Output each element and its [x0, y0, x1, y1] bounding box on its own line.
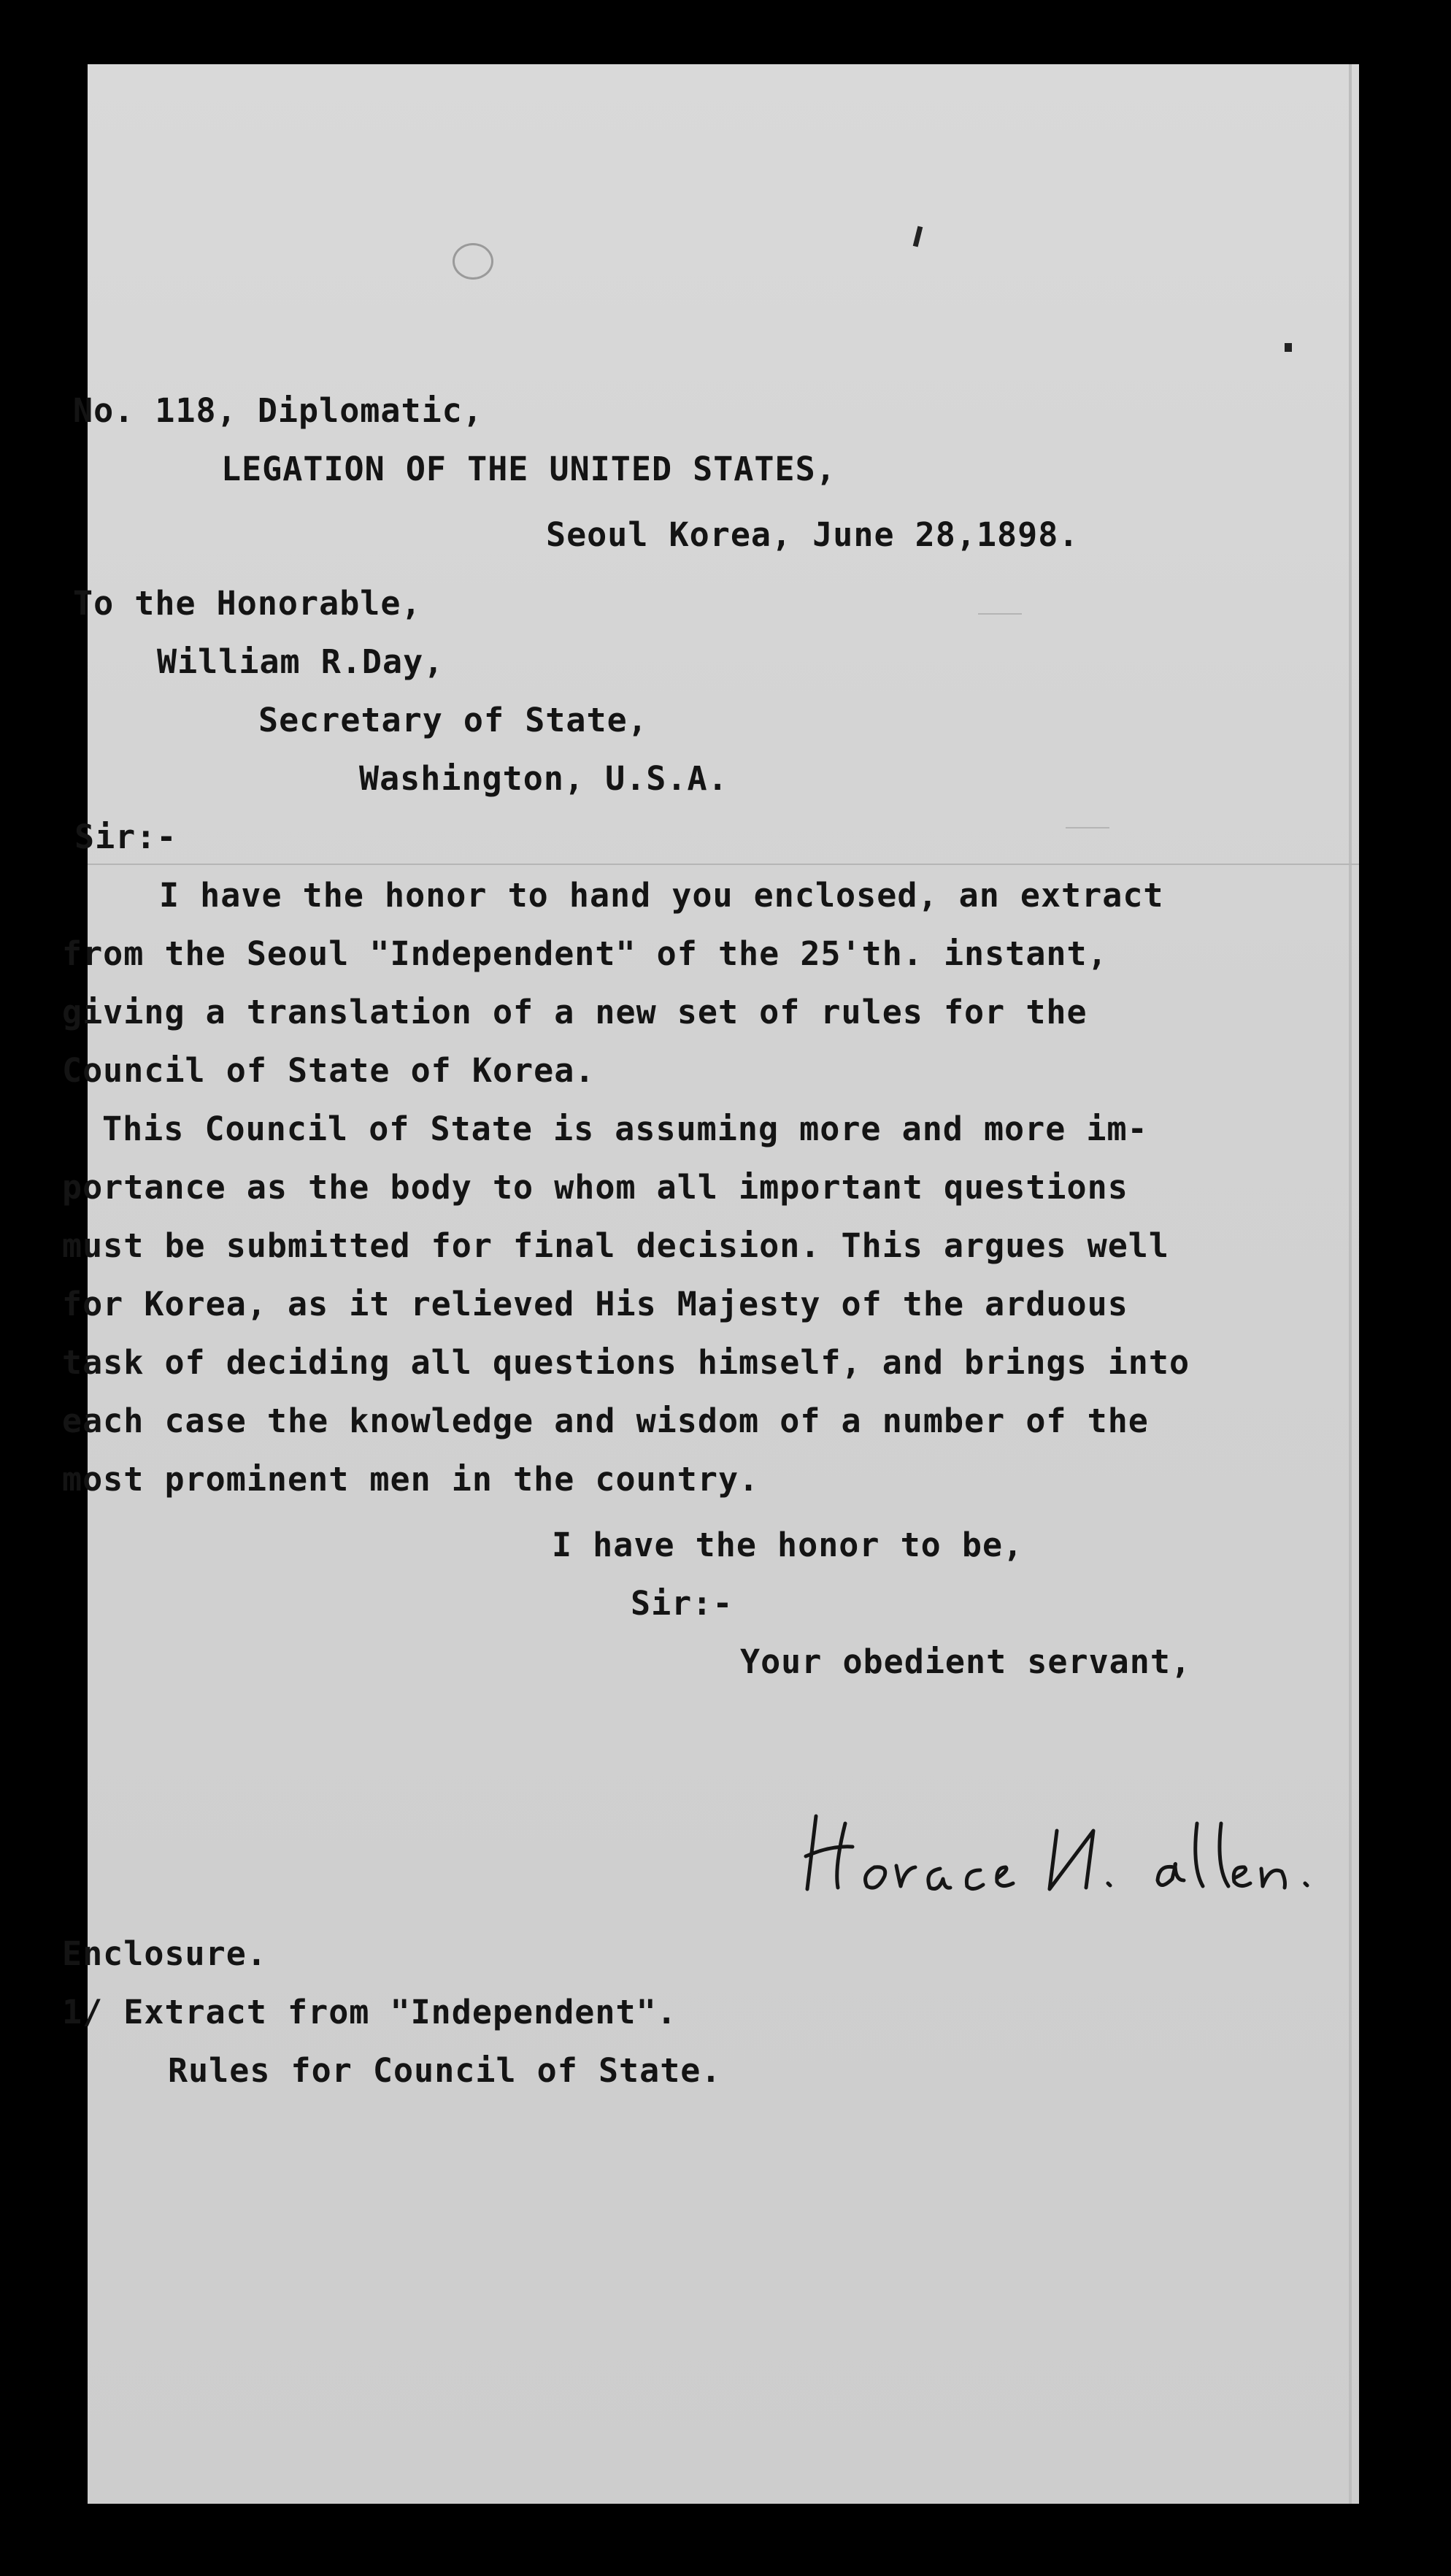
body-line: for Korea, as it relieved His Majesty of the arduous [62, 1285, 1128, 1323]
pencil-mark [1066, 827, 1109, 828]
page-edge [1349, 64, 1352, 2504]
place-date-line: Seoul Korea, June 28,1898. [546, 515, 1079, 554]
body-line: most prominent men in the country. [62, 1460, 760, 1499]
addressee-city: Washington, U.S.A. [359, 759, 728, 798]
body-line: Council of State of Korea. [62, 1051, 596, 1090]
punch-hole-mark [453, 243, 493, 280]
signature [794, 1802, 1451, 1911]
enclosure-description: Rules for Council of State. [168, 2051, 722, 2090]
body-line: portance as the body to whom all important questions [62, 1168, 1128, 1207]
letter-page [62, 64, 1359, 2504]
addressee-name: William R.Day, [157, 642, 444, 681]
closing-sir: Sir:- [631, 1584, 734, 1623]
body-line: giving a translation of a new set of rules for the [62, 993, 1088, 1031]
enclosure-heading: Enclosure. [62, 1934, 267, 1973]
enclosure-item: 1/ Extract from "Independent". [62, 1993, 677, 2031]
body-line: must be submitted for final decision. This argues well [62, 1226, 1169, 1265]
addressee-to: To the Honorable, [73, 584, 422, 623]
closing-servant: Your obedient servant, [740, 1642, 1192, 1681]
pencil-mark [978, 613, 1022, 615]
body-line: This Council of State is assuming more and more im- [102, 1110, 1148, 1148]
body-line: from the Seoul "Independent" of the 25'th. instant, [62, 934, 1108, 973]
salutation: Sir:- [74, 818, 177, 856]
closing-line: I have the honor to be, [552, 1526, 1024, 1564]
addressee-title: Secretary of State, [258, 701, 648, 739]
fold-line [88, 864, 1359, 865]
body-line: each case the knowledge and wisdom of a number of the [62, 1402, 1149, 1440]
body-line: I have the honor to hand you enclosed, an extract [159, 876, 1164, 915]
ink-speck [913, 226, 923, 247]
legation-heading: LEGATION OF THE UNITED STATES, [221, 450, 836, 488]
ink-speck [1285, 343, 1292, 352]
body-line: task of deciding all questions himself, and brings into [62, 1343, 1190, 1382]
despatch-number: No. 118, Diplomatic, [73, 391, 483, 430]
